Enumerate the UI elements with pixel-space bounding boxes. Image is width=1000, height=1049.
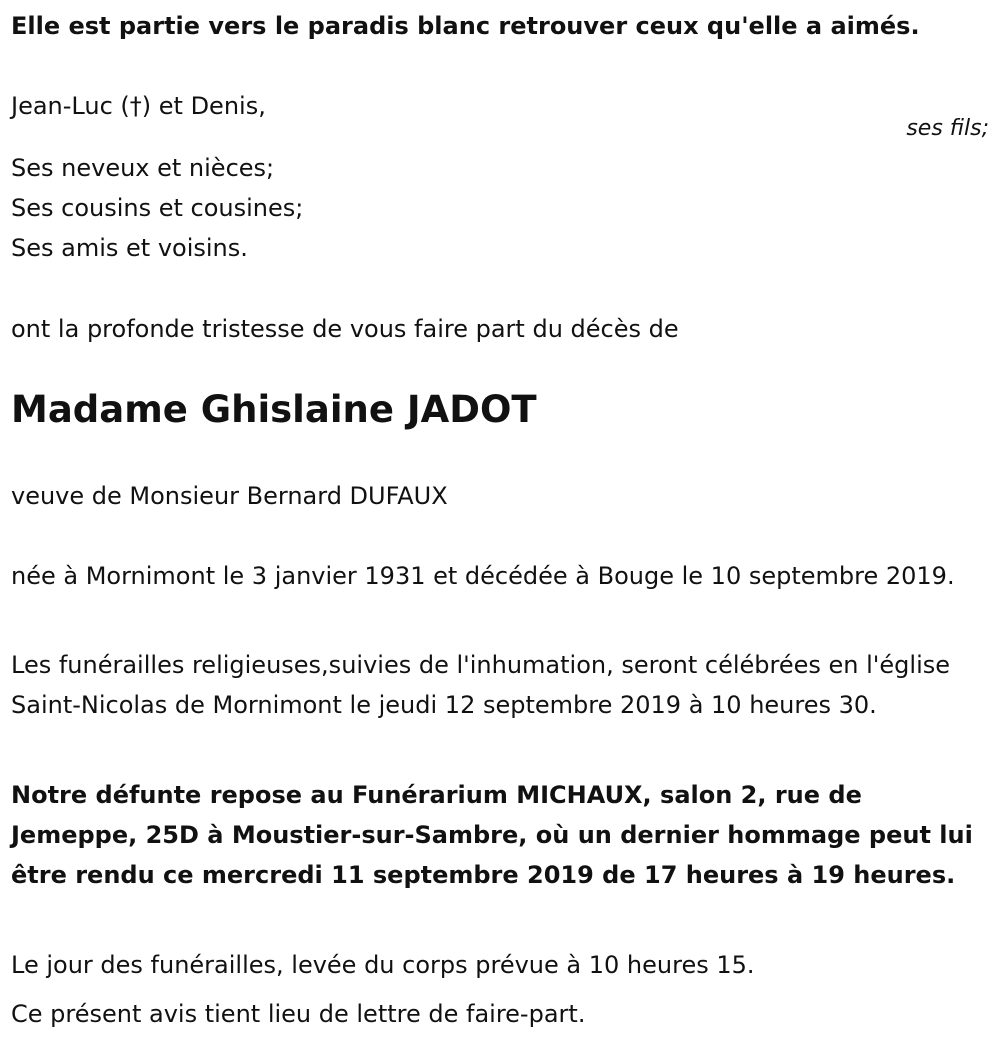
funeral-paragraph: Les funérailles religieuses,suivies de l'inhumation, seront célébrées en l'église Saint-Nicolas de Mornimont le jeudi 12 septembre 2019 à 10 heures 30. bbox=[11, 651, 950, 719]
announcement-line: ont la profonde tristesse de vous faire part du décès de bbox=[11, 315, 679, 343]
widow-of-line: veuve de Monsieur Bernard DUFAUX bbox=[11, 482, 448, 510]
sons-names-after: ) et Denis, bbox=[141, 92, 266, 120]
closing-line: Ce présent avis tient lieu de lettre de faire-part. bbox=[11, 1000, 586, 1028]
sons-role: ses fils; bbox=[906, 116, 989, 141]
epitaph-line: Elle est partie vers le paradis blanc retrouver ceux qu'elle a aimés. bbox=[11, 12, 920, 40]
visitation-paragraph: Notre défunte repose au Funérarium MICHAUX, salon 2, rue de Jemeppe, 25D à Moustier-sur-Sambre, où un dernier hommage peut lui être rendu ce mercredi 11 septembre 2019 de 17 heures à 19 heures. bbox=[11, 781, 973, 889]
sons-names-before: Jean-Luc ( bbox=[11, 92, 130, 120]
birth-death-paragraph: née à Mornimont le 3 janvier 1931 et décédée à Bouge le 10 septembre 2019. bbox=[11, 562, 955, 590]
relatives-line-nephews: Ses neveux et nièces; bbox=[11, 154, 275, 182]
sons-names bbox=[11, 86, 266, 126]
cross-icon: † bbox=[129, 92, 142, 120]
relatives-line-friends: Ses amis et voisins. bbox=[11, 234, 248, 262]
deceased-name: Madame Ghislaine JADOT bbox=[11, 388, 537, 431]
relatives-line-cousins: Ses cousins et cousines; bbox=[11, 194, 304, 222]
procession-line: Le jour des funérailles, levée du corps prévue à 10 heures 15. bbox=[11, 951, 755, 979]
